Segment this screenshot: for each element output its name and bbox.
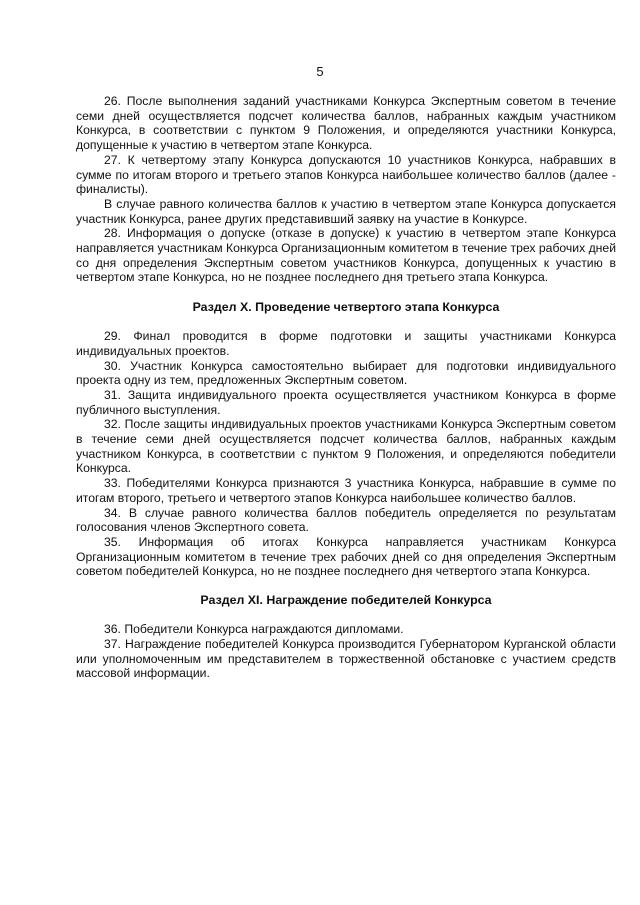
document-body [76, 94, 616, 681]
paragraph-27: 27. К четвертому этапу Конкурса допускаются 10 участников Конкурса, набравших в сумме по итогам второго и третьего этапов Конкурса наибольшее количество баллов (далее - финалисты). [76, 152, 616, 197]
section-x-heading: Раздел X. Проведение четвертого этапа Конкурса [192, 300, 500, 315]
paragraph-32: 32. После защиты индивидуальных проектов участниками Конкурса Экспертным советом в течение семи дней осуществляется подсчет количества баллов, набранных каждым участником Конкурса, в соответствии с пунктом 9 Положения, и определяются победители Конкурса. [76, 417, 616, 476]
paragraph-34: 34. В случае равного количества баллов победитель определяется по результатам голосования членов Экспертного совета. [76, 505, 616, 535]
paragraph-36: 36. Победители Конкурса награждаются дипломами. [104, 622, 404, 637]
paragraph-33: 33. Победителями Конкурса признаются 3 участника Конкурса, набравшие в сумме по итогам второго, третьего и четвертого этапов Конкурса наибольшее количество баллов. [76, 476, 616, 505]
paragraph-37: 37. Награждение победителей Конкурса производится Губернатором Курганской области или уполномоченным им представителем в торжественной обстановке с участием средств массовой информации. [76, 636, 616, 681]
paragraph-35: 35. Информация об итогах Конкурса направляется участникам Конкурса Организационным комитетом в течение трех рабочих дней со дня определения Экспертным советом победителей Конкурса, но не позднее последнего дня четвертого этапа Конкурса. [76, 534, 616, 579]
section-xi-heading: Раздел XI. Награждение победителей Конкурса [200, 593, 492, 608]
paragraph-30: 30. Участник Конкурса самостоятельно выбирает для подготовки индивидуального проекта одну из тем, предложенных Экспертным советом. [76, 358, 616, 388]
paragraph-29: 29. Финал проводится в форме подготовки и защиты участниками Конкурса индивидуальных проектов. [76, 329, 616, 358]
paragraph-28: 28. Информация о допуске (отказе в допуске) к участию в четвертом этапе Конкурса направляется участникам Конкурса Организационным комитетом в течение трех рабочих дней со дня определения Экспертным советом участников Конкурса, допущенных к участию в четвертом этапе Конкурса, но не позднее последнего дня третьего этапа Конкурса. [76, 226, 616, 285]
paragraph-31: 31. Защита индивидуального проекта осуществляется участником Конкурса в форме публичного выступления. [76, 387, 616, 417]
paragraph-26: 26. После выполнения заданий участниками Конкурса Экспертным советом в течение семи дней осуществляется подсчет количества баллов, набранных каждым участником Конкурса, в соответствии с пунктом 9 Положения, и определяются участники Конкурса, допущенные к участию в четвертом этапе Конкурса. [76, 94, 616, 153]
page-number: 5 [316, 64, 324, 79]
paragraph-27-tie-rule: В случае равного количества баллов к участию в четвертом этапе Конкурса допускается участник Конкурса, ранее других представивший заявку на участие в Конкурсе. [76, 196, 616, 226]
